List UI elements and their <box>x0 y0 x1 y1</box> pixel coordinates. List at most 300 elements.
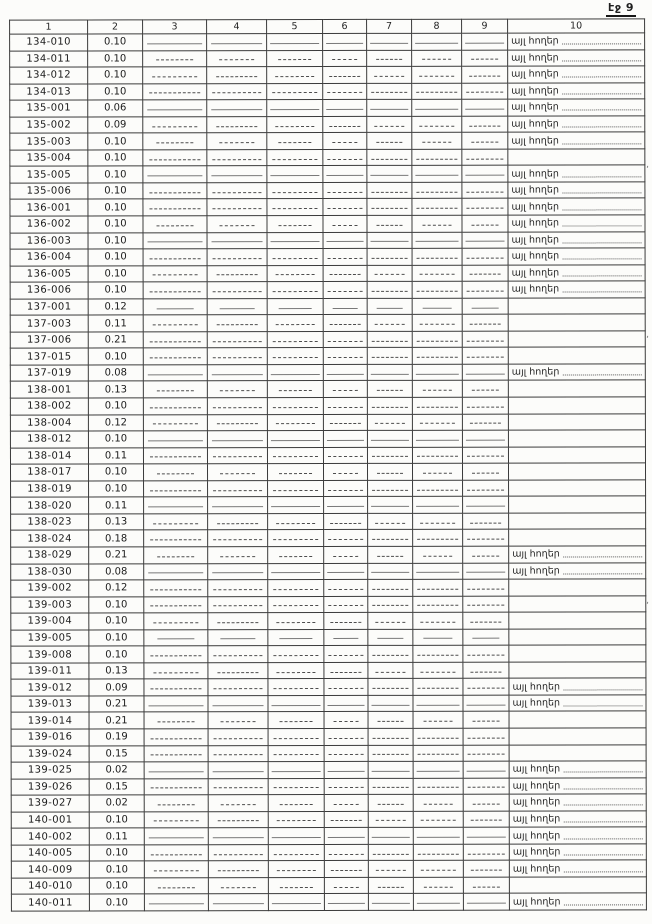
dash-line <box>466 88 503 93</box>
dash-line <box>470 618 502 623</box>
land-type-cell <box>509 546 646 563</box>
dash-line <box>372 403 408 408</box>
empty-cell <box>144 729 208 746</box>
land-register-table <box>9 18 647 911</box>
dotted-leader <box>562 120 641 127</box>
empty-cell <box>413 894 463 911</box>
table-row <box>11 860 646 878</box>
empty-cell <box>207 100 267 117</box>
land-type-text: այլ հողեր <box>511 283 560 296</box>
dash-line <box>213 337 261 342</box>
land-type-cell <box>508 264 645 281</box>
empty-cell <box>268 646 324 663</box>
area-value-cell: 0.12 <box>89 580 144 597</box>
dash-line <box>276 320 315 325</box>
dash-line <box>147 238 202 243</box>
column-header-1: 1 <box>10 20 88 34</box>
empty-cell <box>368 828 413 845</box>
parcel-code-cell: 140-002 <box>11 828 89 845</box>
empty-cell <box>413 811 463 828</box>
area-value-cell: 0.10 <box>88 34 143 51</box>
land-type-cell <box>509 480 646 497</box>
dash-line <box>212 568 264 573</box>
empty-cell <box>208 811 268 828</box>
dash-line <box>331 816 361 821</box>
empty-cell <box>323 265 367 282</box>
dash-line <box>211 171 263 176</box>
empty-cell <box>144 861 208 878</box>
empty-cell <box>143 299 207 316</box>
dash-line <box>371 88 407 93</box>
table-row <box>10 281 645 299</box>
parcel-code-cell: 138-014 <box>10 448 88 465</box>
dash-line <box>370 171 409 176</box>
area-value-cell: 0.21 <box>88 332 143 349</box>
empty-cell <box>367 447 412 464</box>
empty-cell <box>144 778 208 795</box>
land-type-cell <box>508 248 645 265</box>
dash-line <box>277 866 316 871</box>
empty-cell <box>143 232 207 249</box>
table-row <box>10 364 645 382</box>
land-type-cell <box>508 380 645 397</box>
empty-cell <box>367 265 412 282</box>
dash-line <box>150 784 202 789</box>
dash-line <box>212 899 264 904</box>
dash-line <box>417 833 460 838</box>
dash-line <box>467 254 504 259</box>
column-header-9: 9 <box>462 19 508 33</box>
dash-line <box>148 370 203 375</box>
empty-cell <box>143 431 207 448</box>
dash-line <box>273 337 318 342</box>
dash-line <box>417 403 457 408</box>
area-value-cell: 0.10 <box>88 84 143 101</box>
dash-line <box>327 204 362 209</box>
dash-line <box>333 800 359 805</box>
empty-cell <box>323 282 367 299</box>
empty-cell <box>323 232 367 249</box>
area-value-cell: 0.15 <box>89 745 144 762</box>
land-type-wrap <box>512 681 642 692</box>
table-row <box>11 562 646 580</box>
empty-cell <box>367 100 412 117</box>
empty-cell <box>207 83 267 100</box>
empty-cell <box>208 894 268 911</box>
table-row <box>10 49 645 67</box>
dash-line <box>211 105 263 110</box>
empty-cell <box>413 745 463 762</box>
empty-cell <box>412 215 462 232</box>
dash-line <box>156 387 194 392</box>
empty-cell <box>144 696 208 713</box>
empty-cell <box>412 430 462 447</box>
column-header-8: 8 <box>412 19 462 33</box>
dash-line <box>374 72 405 77</box>
dash-line <box>278 138 311 143</box>
dash-line <box>372 585 408 590</box>
empty-cell <box>367 348 412 365</box>
dash-line <box>326 171 364 176</box>
empty-cell <box>412 397 462 414</box>
scan-artifact: , <box>646 160 649 170</box>
empty-cell <box>143 199 207 216</box>
area-value-cell: 0.10 <box>88 348 143 365</box>
land-type-cell <box>508 331 645 348</box>
column-header-6: 6 <box>323 19 367 33</box>
empty-cell <box>368 811 413 828</box>
dash-line <box>213 155 261 160</box>
empty-cell <box>207 216 267 233</box>
dash-line <box>275 72 314 77</box>
scan-artifact: , <box>646 330 649 340</box>
empty-cell <box>324 629 368 646</box>
empty-cell <box>463 778 509 795</box>
empty-cell <box>463 695 509 712</box>
dash-line <box>371 833 410 838</box>
empty-cell <box>413 794 463 811</box>
parcel-code-cell: 138-029 <box>11 547 89 564</box>
empty-cell <box>412 199 462 216</box>
empty-cell <box>324 530 368 547</box>
dash-line <box>465 237 505 242</box>
dash-line <box>415 237 458 242</box>
empty-cell <box>323 397 367 414</box>
empty-cell <box>323 249 367 266</box>
parcel-code-cell: 136-002 <box>10 216 88 233</box>
empty-cell <box>208 480 268 497</box>
table-row <box>10 215 645 233</box>
empty-cell <box>368 877 413 894</box>
dash-line <box>376 55 402 60</box>
empty-cell <box>368 513 413 530</box>
empty-cell <box>268 563 324 580</box>
dash-line <box>279 386 312 391</box>
empty-cell <box>144 547 208 564</box>
empty-cell <box>144 613 208 630</box>
dotted-leader <box>563 683 642 690</box>
empty-cell <box>323 33 367 50</box>
land-type-wrap <box>513 863 643 874</box>
dash-line <box>327 899 365 904</box>
dotted-leader <box>562 203 641 210</box>
land-type-wrap <box>513 830 643 841</box>
dash-line <box>149 155 201 160</box>
dash-line <box>154 618 198 623</box>
land-type-text: այլ հողեր <box>512 863 561 875</box>
dash-line <box>472 634 499 639</box>
dash-line <box>271 436 319 441</box>
empty-cell <box>267 348 323 365</box>
table-row <box>10 182 645 200</box>
table-row <box>10 248 645 266</box>
dash-line <box>271 105 319 110</box>
empty-cell <box>208 547 268 564</box>
empty-cell <box>323 83 367 100</box>
empty-cell <box>367 331 412 348</box>
empty-cell <box>323 67 367 84</box>
dash-line <box>467 336 504 341</box>
empty-cell <box>463 579 509 596</box>
dash-line <box>149 287 201 292</box>
dash-line <box>469 270 501 275</box>
dash-line <box>154 519 198 524</box>
dash-line <box>277 816 316 821</box>
empty-cell <box>367 248 412 265</box>
dash-line <box>327 155 362 160</box>
dash-line <box>216 72 257 77</box>
empty-cell <box>143 50 207 67</box>
empty-cell <box>412 182 462 199</box>
dash-line <box>272 88 317 93</box>
empty-cell <box>207 149 267 166</box>
empty-cell <box>207 116 267 133</box>
empty-cell <box>368 712 413 729</box>
land-type-text: այլ հողեր <box>511 234 560 246</box>
empty-cell <box>208 828 268 845</box>
dash-line <box>373 750 409 755</box>
dash-line <box>333 883 359 888</box>
dash-line <box>467 402 504 407</box>
land-type-text: այլ հողեր <box>512 830 561 842</box>
empty-cell <box>268 745 324 762</box>
land-type-cell <box>509 860 646 877</box>
dash-line <box>278 221 311 226</box>
parcel-code-cell: 136-004 <box>10 249 88 266</box>
dash-line <box>273 535 318 540</box>
dotted-leader <box>562 236 641 243</box>
dotted-leader <box>563 848 642 855</box>
dash-line <box>213 89 261 94</box>
parcel-code-cell: 139-002 <box>11 580 89 597</box>
table-row <box>10 298 645 316</box>
dash-line <box>213 453 261 458</box>
dash-line <box>148 767 203 772</box>
dash-line <box>220 717 255 722</box>
area-value-cell: 0.10 <box>88 133 143 150</box>
dash-line <box>156 138 194 143</box>
dash-line <box>219 138 254 143</box>
table-row <box>10 264 645 282</box>
dash-line <box>326 39 364 44</box>
table-row <box>10 132 645 150</box>
empty-cell <box>412 133 462 150</box>
dash-line <box>153 420 197 425</box>
dash-line <box>150 486 202 491</box>
parcel-code-cell: 139-016 <box>11 729 89 746</box>
empty-cell <box>267 381 323 398</box>
dash-line <box>150 585 202 590</box>
area-value-cell: 0.10 <box>89 894 144 911</box>
empty-cell <box>367 199 412 216</box>
area-value-cell: 0.10 <box>89 861 144 878</box>
dash-line <box>375 816 406 821</box>
table-row <box>11 711 646 729</box>
dash-line <box>417 353 457 358</box>
dash-line <box>272 188 317 193</box>
dash-line <box>213 535 261 540</box>
dash-line <box>271 237 319 242</box>
table-body <box>10 33 647 911</box>
empty-cell <box>462 232 508 249</box>
area-value-cell: 0.10 <box>88 50 143 67</box>
dash-line <box>157 717 195 722</box>
empty-cell <box>207 166 267 183</box>
dash-line <box>326 237 364 242</box>
land-type-cell <box>509 662 646 679</box>
parcel-code-cell: 136-003 <box>10 233 88 250</box>
empty-cell <box>463 645 509 662</box>
area-value-cell: 0.11 <box>89 828 144 845</box>
empty-cell <box>144 878 208 895</box>
empty-cell <box>143 282 207 299</box>
land-type-text: այլ հողեր <box>511 68 559 80</box>
parcel-code-cell: 140-005 <box>11 845 89 862</box>
empty-cell <box>268 861 324 878</box>
dash-line <box>377 386 403 391</box>
dash-line <box>466 766 506 771</box>
dotted-leader <box>563 799 642 806</box>
dash-line <box>372 452 408 457</box>
land-type-wrap <box>511 168 641 179</box>
land-type-cell <box>509 728 646 745</box>
land-type-text: այլ հողեր <box>512 896 561 908</box>
dash-line <box>467 584 504 589</box>
dash-line <box>149 353 201 358</box>
empty-cell <box>208 613 268 630</box>
dash-line <box>418 585 458 590</box>
empty-cell <box>268 695 324 712</box>
empty-cell <box>267 315 323 332</box>
parcel-code-cell: 139-011 <box>11 663 89 680</box>
dash-line <box>416 502 459 507</box>
dash-line <box>280 800 313 805</box>
empty-cell <box>143 315 207 332</box>
empty-cell <box>208 696 268 713</box>
dotted-leader <box>563 766 642 773</box>
empty-cell <box>463 480 509 497</box>
empty-cell <box>144 646 208 663</box>
empty-cell <box>267 232 323 249</box>
empty-cell <box>324 695 368 712</box>
dash-line <box>422 221 451 226</box>
table-row <box>11 480 646 498</box>
empty-cell <box>367 116 412 133</box>
dash-line <box>157 635 195 640</box>
dash-line <box>219 221 254 226</box>
empty-cell <box>207 348 267 365</box>
area-value-cell: 0.11 <box>88 448 143 465</box>
dash-line <box>417 485 457 490</box>
dash-line <box>150 453 202 458</box>
land-type-cell <box>509 645 646 662</box>
dash-line <box>217 519 258 524</box>
empty-cell <box>208 646 268 663</box>
dash-line <box>421 618 455 623</box>
dash-line <box>154 668 198 673</box>
empty-cell <box>412 232 462 249</box>
empty-cell <box>463 530 509 547</box>
dash-line <box>327 436 365 441</box>
empty-cell <box>208 679 268 696</box>
table-row <box>11 513 646 531</box>
empty-cell <box>143 34 207 51</box>
dash-line <box>148 701 203 706</box>
empty-cell <box>323 133 367 150</box>
empty-cell <box>207 298 267 315</box>
dash-line <box>423 386 452 391</box>
dash-line <box>327 767 365 772</box>
empty-cell <box>323 182 367 199</box>
dash-line <box>467 535 504 540</box>
empty-cell <box>368 745 413 762</box>
dash-line <box>213 287 261 292</box>
empty-cell <box>367 381 412 398</box>
land-type-text: այլ հողեր <box>512 548 560 560</box>
empty-cell <box>143 100 207 117</box>
dash-line <box>217 419 258 424</box>
dash-line <box>415 171 458 176</box>
dash-line <box>273 684 318 689</box>
empty-cell <box>144 663 208 680</box>
empty-cell <box>144 811 208 828</box>
land-type-cell <box>508 132 645 149</box>
land-type-wrap <box>512 234 642 245</box>
empty-cell <box>267 364 323 381</box>
dash-line <box>332 386 358 391</box>
empty-cell <box>324 513 368 530</box>
empty-cell <box>463 860 509 877</box>
empty-cell <box>462 199 508 216</box>
empty-cell <box>267 282 323 299</box>
parcel-code-cell: 140-011 <box>11 894 89 911</box>
empty-cell <box>462 397 508 414</box>
dash-line <box>214 601 262 606</box>
empty-cell <box>207 331 267 348</box>
empty-cell <box>208 662 268 679</box>
dash-line <box>371 502 410 507</box>
dash-line <box>417 187 457 192</box>
dash-line <box>272 767 320 772</box>
dotted-leader <box>563 782 642 789</box>
area-value-cell: 0.10 <box>88 249 143 266</box>
dotted-leader <box>562 170 641 177</box>
table-row <box>11 794 646 812</box>
dash-line <box>423 551 452 556</box>
land-type-cell <box>508 82 645 99</box>
land-type-cell <box>508 298 645 315</box>
land-type-cell <box>509 761 646 778</box>
empty-cell <box>268 513 324 530</box>
empty-cell <box>413 497 463 514</box>
parcel-code-cell: 134-011 <box>10 51 88 68</box>
empty-cell <box>268 580 324 597</box>
dash-line <box>327 254 362 259</box>
table-row <box>10 149 645 167</box>
empty-cell <box>144 762 208 779</box>
empty-cell <box>462 83 508 100</box>
empty-cell <box>413 530 463 547</box>
empty-cell <box>367 232 412 249</box>
parcel-code-cell: 138-020 <box>11 497 89 514</box>
dash-line <box>219 304 254 309</box>
empty-cell <box>412 298 462 315</box>
dash-line <box>467 651 504 656</box>
empty-cell <box>208 596 268 613</box>
empty-cell <box>462 132 508 149</box>
empty-cell <box>267 100 323 117</box>
dash-line <box>272 833 320 838</box>
